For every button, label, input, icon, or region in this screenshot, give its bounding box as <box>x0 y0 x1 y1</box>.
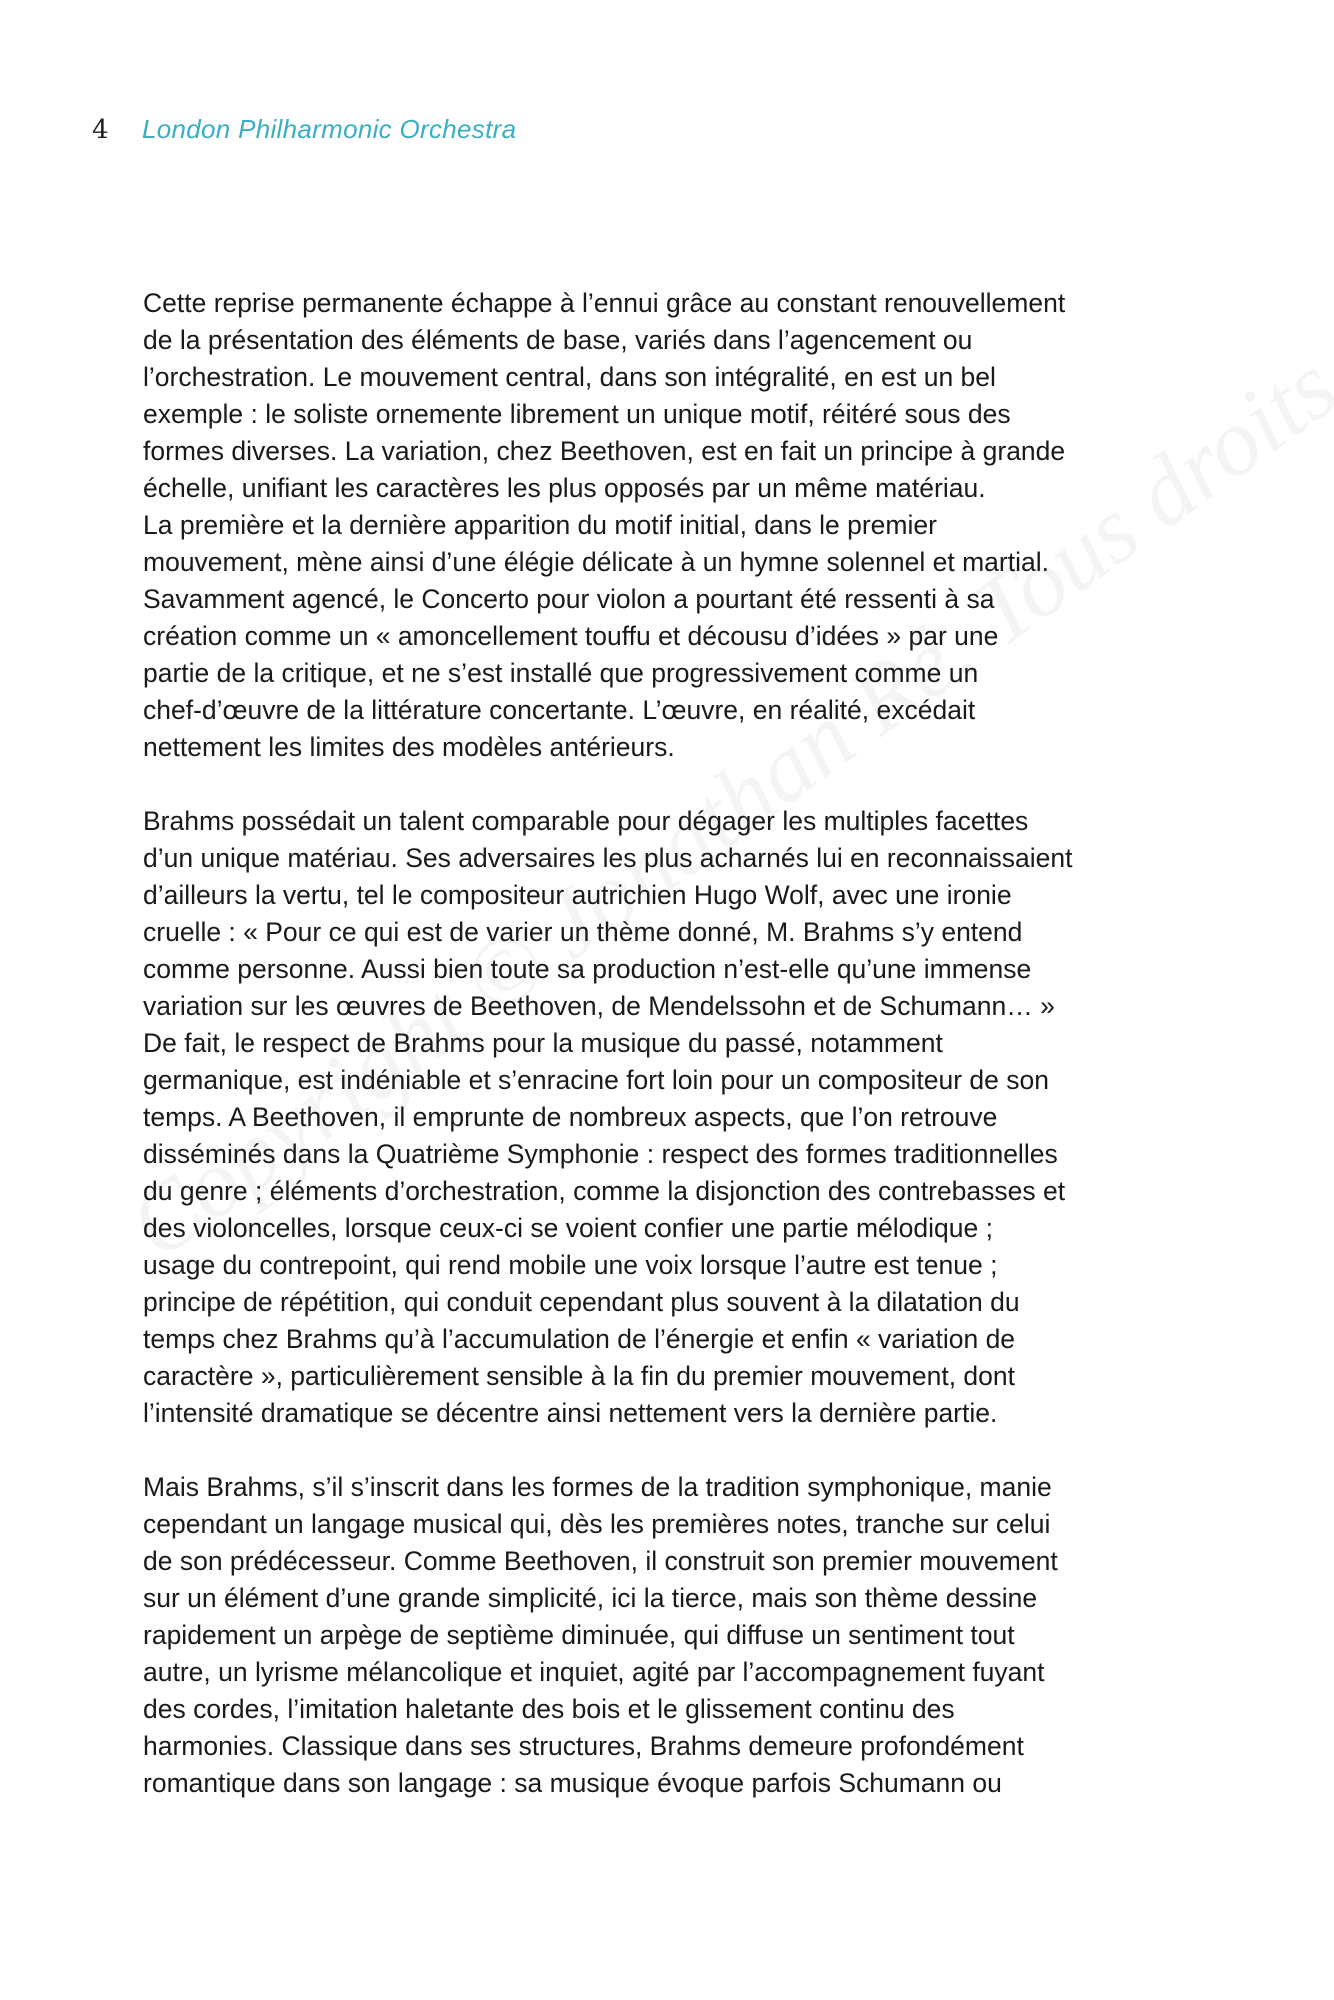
paragraph-2 <box>143 803 1203 1432</box>
paragraph-1 <box>143 285 1203 766</box>
text-line: Mais Brahms, s’il s’inscrit dans les formes de la tradition symphonique, manie <box>143 1472 1052 1502</box>
text-line: La première et la dernière apparition du motif initial, dans le premier <box>143 510 937 540</box>
text-line: des violoncelles, lorsque ceux-ci se voient confier une partie mélodique ; <box>143 1213 993 1243</box>
text-line: de la présentation des éléments de base, variés dans l’agencement ou <box>143 325 973 355</box>
text-line: d’ailleurs la vertu, tel le compositeur autrichien Hugo Wolf, avec une ironie <box>143 880 1012 910</box>
text-line: usage du contrepoint, qui rend mobile une voix lorsque l’autre est tenue ; <box>143 1250 998 1280</box>
text-line: disséminés dans la Quatrième Symphonie : respect des formes traditionnelles <box>143 1139 1058 1169</box>
text-line: mouvement, mène ainsi d’une élégie délicate à un hymne solennel et martial. <box>143 547 1049 577</box>
text-line: du genre ; éléments d’orchestration, comme la disjonction des contrebasses et <box>143 1176 1066 1206</box>
text-line: l’orchestration. Le mouvement central, dans son intégralité, en est un bel <box>143 362 996 392</box>
text-line: temps. A Beethoven, il emprunte de nombreux aspects, que l’on retrouve <box>143 1102 998 1132</box>
text-line: romantique dans son langage : sa musique évoque parfois Schumann ou <box>143 1768 1002 1798</box>
running-header <box>92 114 516 154</box>
text-line: création comme un « amoncellement touffu et décousu d’idées » par une <box>143 621 999 651</box>
running-title: London Philharmonic Orchestra <box>142 114 517 144</box>
text-line: Cette reprise permanente échappe à l’ennui grâce au constant renouvellement <box>143 288 1066 318</box>
text-line: germanique, est indéniable et s’enracine fort loin pour un compositeur de son <box>143 1065 1049 1095</box>
text-line: l’intensité dramatique se décentre ainsi nettement vers la dernière partie. <box>143 1398 998 1428</box>
text-line: des cordes, l’imitation haletante des bois et le glissement continu des <box>143 1694 955 1724</box>
text-line: exemple : le soliste ornemente librement un unique motif, réitéré sous des <box>143 399 1011 429</box>
text-line: sur un élément d’une grande simplicité, ici la tierce, mais son thème dessine <box>143 1583 1038 1613</box>
text-line: cependant un langage musical qui, dès les premières notes, tranche sur celui <box>143 1509 1051 1539</box>
text-line: chef-d’œuvre de la littérature concertante. L’œuvre, en réalité, excédait <box>143 695 976 725</box>
paragraph-3 <box>143 1469 1203 1802</box>
text-line: variation sur les œuvres de Beethoven, de Mendelssohn et de Schumann… » <box>143 991 1055 1021</box>
text-line: Savamment agencé, le Concerto pour violon a pourtant été ressenti à sa <box>143 584 995 614</box>
page-number: 4 <box>92 115 109 145</box>
body-text <box>143 285 1203 1802</box>
text-line: échelle, unifiant les caractères les plus opposés par un même matériau. <box>143 473 986 503</box>
text-line: cruelle : « Pour ce qui est de varier un thème donné, M. Brahms s’y entend <box>143 917 1023 947</box>
text-line: caractère », particulièrement sensible à la fin du premier mouvement, dont <box>143 1361 1015 1391</box>
text-line: harmonies. Classique dans ses structures, Brahms demeure profondément <box>143 1731 1024 1761</box>
text-line: autre, un lyrisme mélancolique et inquiet, agité par l’accompagnement fuyant <box>143 1657 1045 1687</box>
text-line: nettement les limites des modèles antérieurs. <box>143 732 675 762</box>
text-line: d’un unique matériau. Ses adversaires les plus acharnés lui en reconnaissaient <box>143 843 1073 873</box>
text-line: rapidement un arpège de septième diminuée, qui diffuse un sentiment tout <box>143 1620 1015 1650</box>
text-line: temps chez Brahms qu’à l’accumulation de l’énergie et enfin « variation de <box>143 1324 1016 1354</box>
text-line: Brahms possédait un talent comparable pour dégager les multiples facettes <box>143 806 1029 836</box>
text-line: formes diverses. La variation, chez Beethoven, est en fait un principe à grande <box>143 436 1066 466</box>
text-line: partie de la critique, et ne s’est installé que progressivement comme un <box>143 658 979 688</box>
text-line: de son prédécesseur. Comme Beethoven, il construit son premier mouvement <box>143 1546 1058 1576</box>
text-line: principe de répétition, qui conduit cependant plus souvent à la dilatation du <box>143 1287 1020 1317</box>
text-line: De fait, le respect de Brahms pour la musique du passé, notamment <box>143 1028 943 1058</box>
text-line: comme personne. Aussi bien toute sa production n’est-elle qu’une immense <box>143 954 1032 984</box>
